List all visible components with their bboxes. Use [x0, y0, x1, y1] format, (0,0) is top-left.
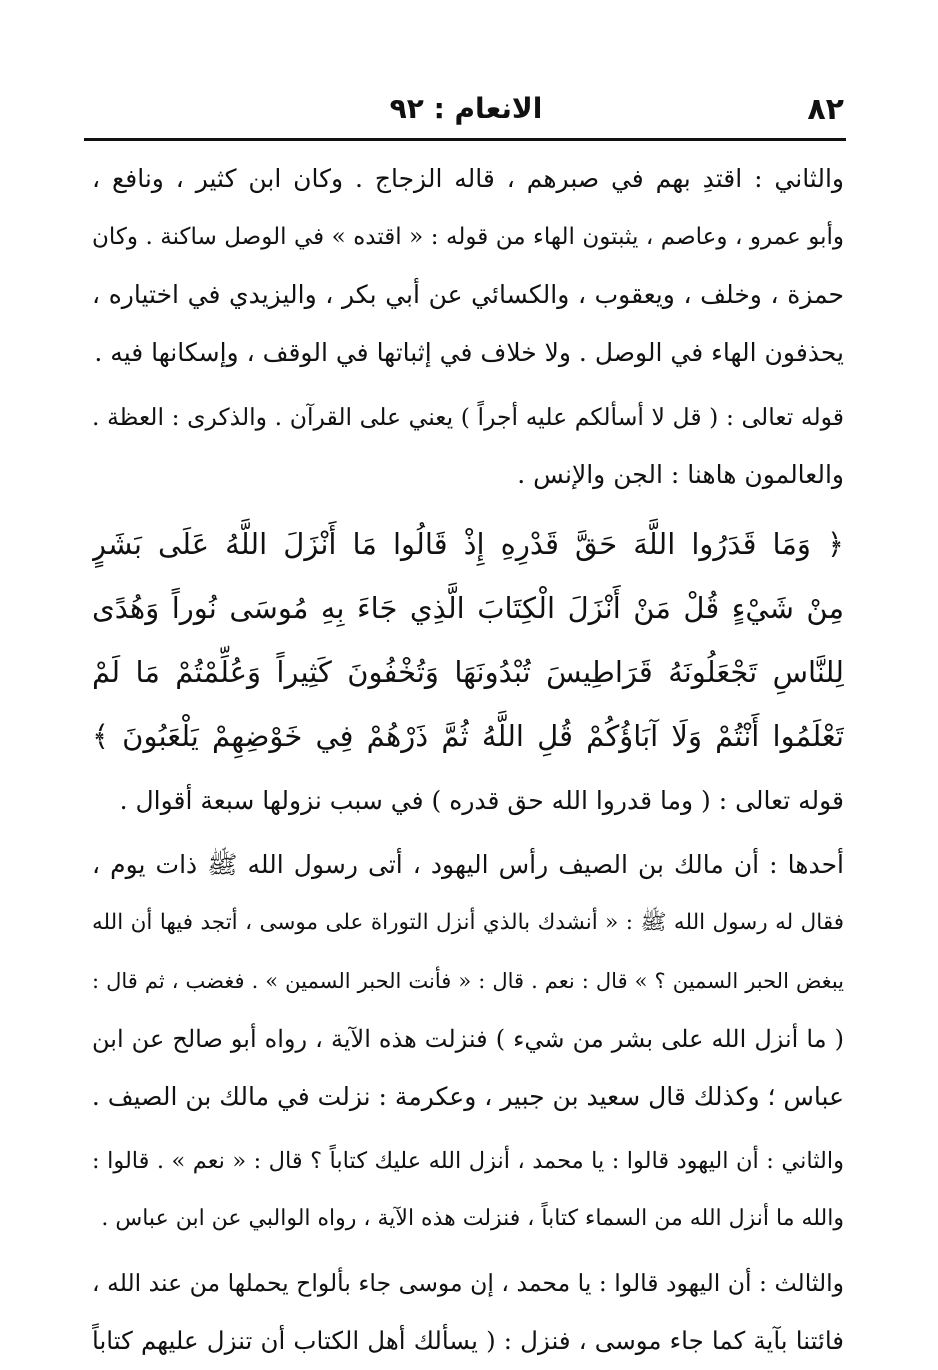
- quran-verse: [92, 512, 844, 768]
- verse-line: مِنْ شَيْءٍ قُلْ مَنْ أَنْزَلَ الْكِتَابَ الَّذِي جَاءَ بِهِ مُوسَى نُوراً وَهُدًى: [92, 591, 844, 625]
- text-line: أحدها : أن مالك بن الصيف رأس اليهود ، أتى رسول الله ﷺ ذات يوم ،: [92, 850, 844, 879]
- paragraph: [92, 150, 844, 382]
- text-line: فائتنا بآية كما جاء موسى ، فنزل : ( يسألك أهل الكتاب أن تنزل عليهم كتاباً: [92, 1326, 844, 1355]
- text-line: عباس ؛ وكذلك قال سعيد بن جبير ، وعكرمة : نزلت في مالك بن الصيف .: [92, 1082, 844, 1111]
- paragraph: [92, 1254, 844, 1370]
- text-line: والعالمون هاهنا : الجن والإنس .: [517, 460, 844, 489]
- paragraph: [92, 388, 844, 504]
- text-line: والثاني : أن اليهود قالوا : يا محمد ، أنزل الله عليك كتاباً ؟ قال : « نعم » . قالوا :: [92, 1148, 844, 1174]
- text-line: والثالث : أن اليهود قالوا : يا محمد ، إن موسى جاء بألواح يحملها من عند الله ،: [92, 1269, 844, 1297]
- text-line: يبغض الحبر السمين ؟ » قال : نعم . قال : « فأنت الحبر السمين » . فغضب ، ثم قال :: [92, 969, 844, 993]
- text-line: ( ما أنزل الله على بشر من شيء ) فنزلت هذه الآية ، رواه أبو صالح عن ابن: [92, 1025, 844, 1053]
- verse-line: تَعْلَمُوا أَنْتُمْ وَلَا آبَاؤُكُمْ قُلِ اللَّهُ ثُمَّ ذَرْهُمْ فِي خَوْضِهِمْ يَلْعَبُونَ ﴾: [92, 719, 844, 753]
- text-line: والله ما أنزل الله من السماء كتاباً ، فنزلت هذه الآية ، رواه الوالبي عن ابن عباس .: [101, 1206, 844, 1231]
- running-head: الانعام : ٩٢: [389, 92, 543, 125]
- text-line: فقال له رسول الله ﷺ : « أنشدك بالذي أنزل التوراة على موسى ، أتجد فيها أن الله: [92, 910, 844, 935]
- verse-line: لِلنَّاسِ تَجْعَلُونَهُ قَرَاطِيسَ تُبْدُونَهَا وَتُخْفُونَ كَثِيراً وَعُلِّمْتُمْ مَا لَمْ: [92, 655, 844, 689]
- verse-line: ﴿ وَمَا قَدَرُوا اللَّهَ حَقَّ قَدْرِهِ إِذْ قَالُوا مَا أَنْزَلَ اللَّهُ عَلَى بَشَرٍ: [92, 527, 844, 561]
- paragraph: [92, 772, 844, 830]
- text-line: والثاني : اقتدِ بهم في صبرهم ، قاله الزجاج . وكان ابن كثير ، ونافع ،: [92, 164, 844, 193]
- text-line: حمزة ، وخلف ، ويعقوب ، والكسائي عن أبي بكر ، واليزيدي في اختياره ،: [92, 280, 844, 309]
- page-body: [92, 150, 844, 1370]
- page-number: ٨٢: [807, 92, 844, 127]
- header-rule: [84, 138, 846, 141]
- paragraph: [92, 836, 844, 1126]
- text-line: يحذفون الهاء في الوصل . ولا خلاف في إثباتها في الوقف ، وإسكانها فيه .: [94, 338, 844, 367]
- paragraph: [92, 1132, 844, 1248]
- text-line: قوله تعالى : ( وما قدروا الله حق قدره ) في سبب نزولها سبعة أقوال .: [119, 786, 844, 815]
- text-line: وأبو عمرو ، وعاصم ، يثبتون الهاء من قوله : « اقتده » في الوصل ساكنة . وكان: [92, 224, 844, 250]
- text-line: قوله تعالى : ( قل لا أسألكم عليه أجراً ) يعني على القرآن . والذكرى : العظة .: [92, 403, 844, 431]
- page-header: [88, 92, 844, 132]
